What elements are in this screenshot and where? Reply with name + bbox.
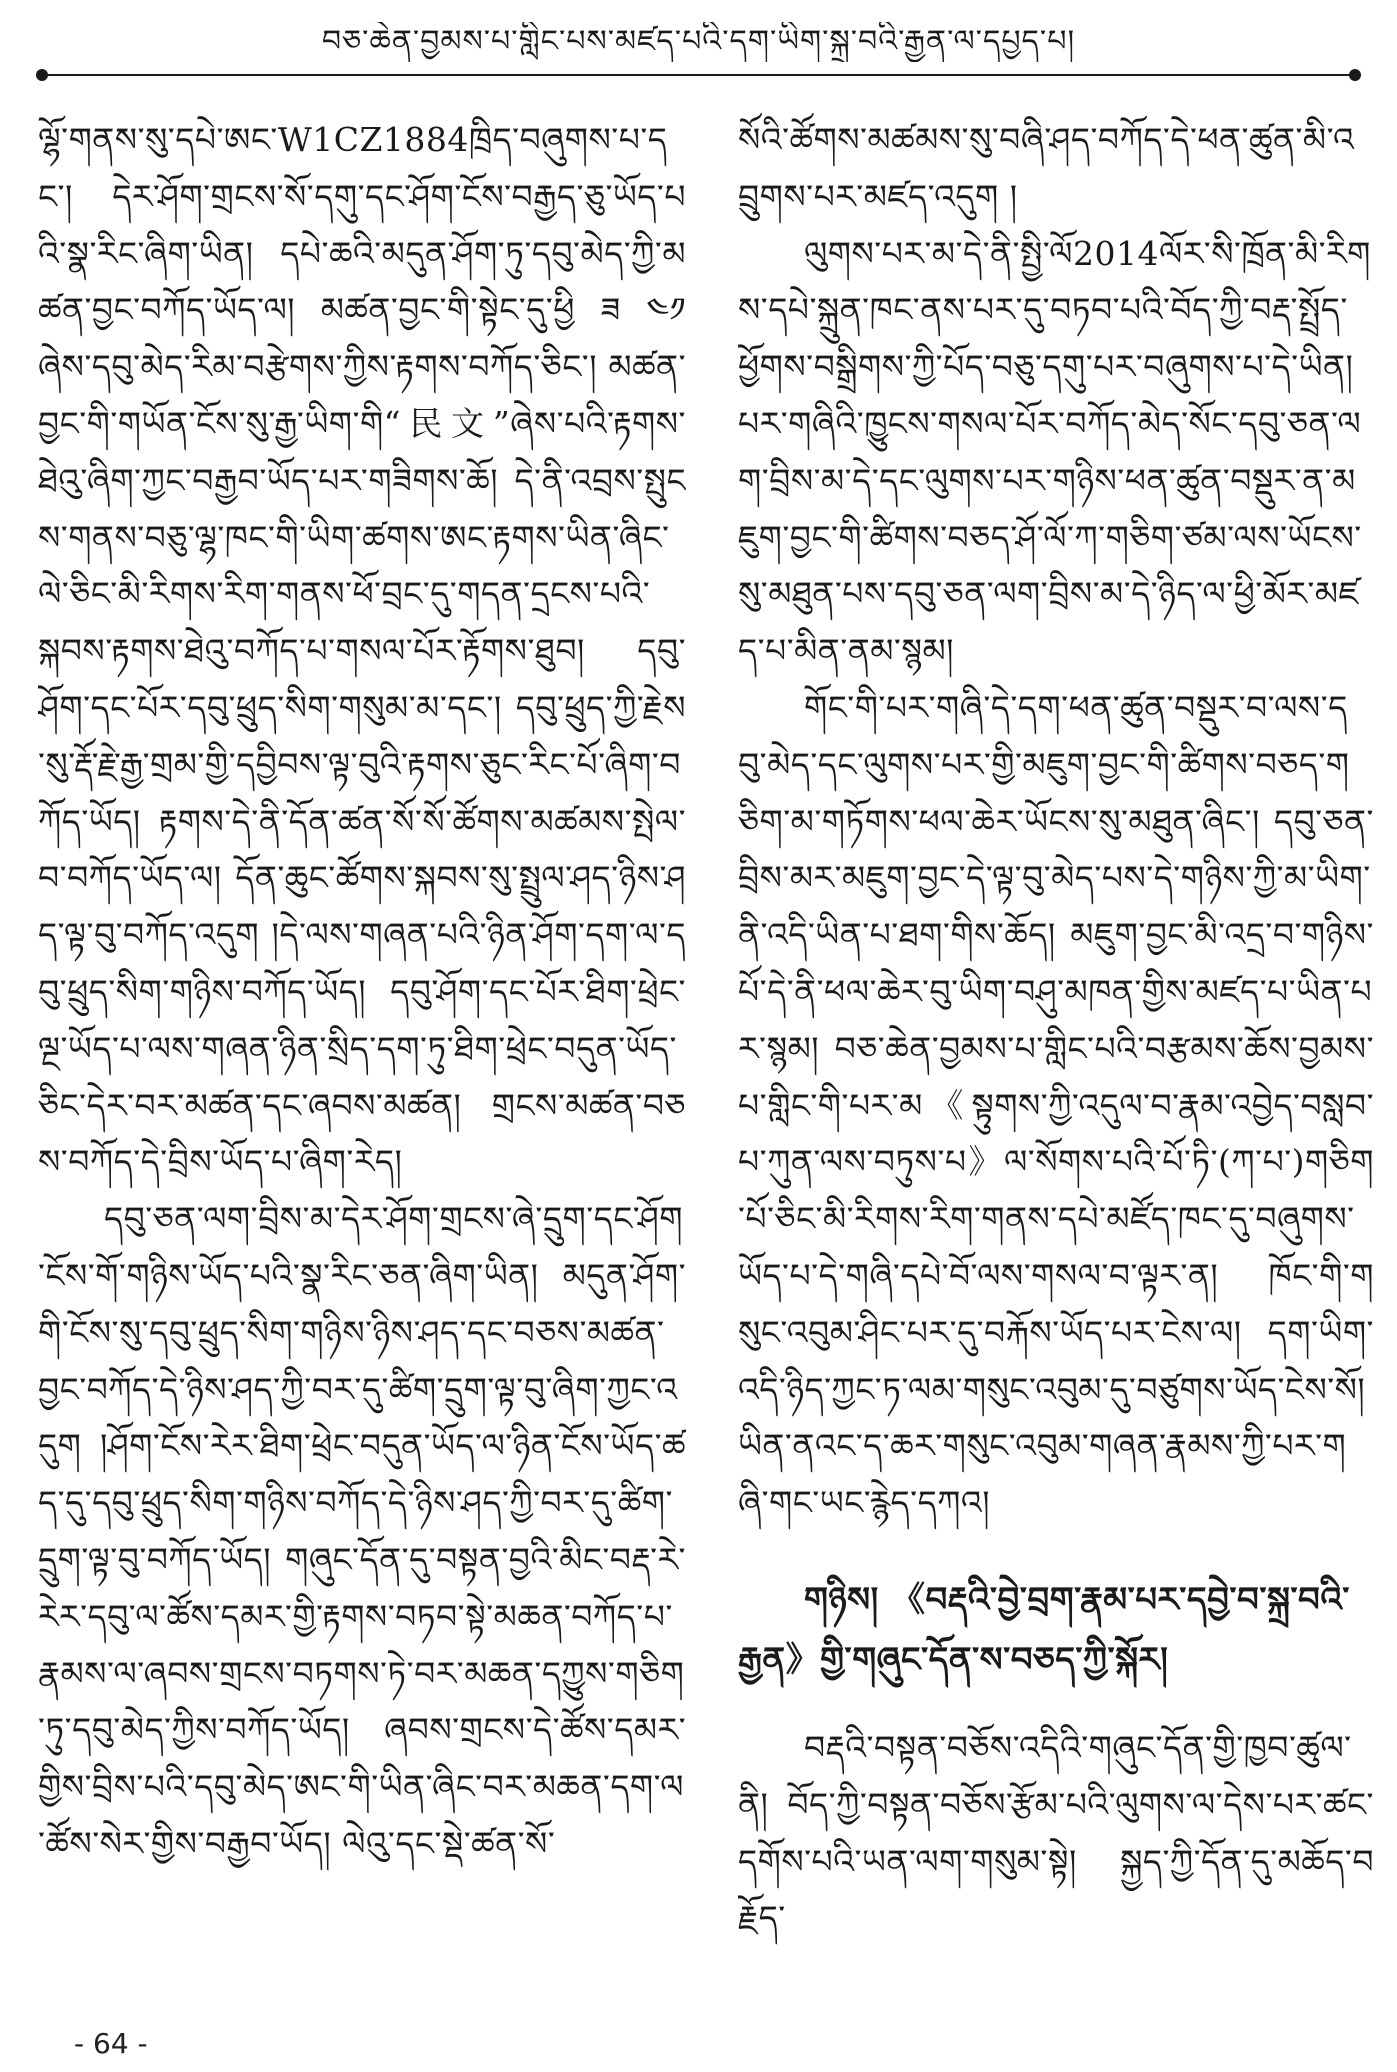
- paragraph: དབུ་ཅན་ལག་བྲིས་མ་དེར་ཤོག་གྲངས་ཞེ་དྲུག་དང་ཤོག་ངོས་གོ་གཉིས་ཡོད་པའི་སྣ་རིང་ཅན་ཞིག་ཡིན། མདུན་ཤོག་གི་ངོས་སུ་དབུ་ཕྲུད་སིག་གཉིས་ཉིས་ཤད་དང་བཅས་མཚན་བྱང་བཀོད་དེ་ཉིས་ཤད་ཀྱི་བར་དུ་ཚིག་དྲུག་ལྟ་བུ་ཞིག་ཀྱང་འདུག །ཤོག་ངོས་རེར་ཐིག་ཕྲེང་བདུན་ཡོད་ལ་ཉིན་ངོས་ཡོད་ཚད་དུ་དབུ་ཕྲུད་སིག་གཉིས་བཀོད་དེ་ཉིས་ཤད་ཀྱི་བར་དུ་ཚིག་དྲུག་ལྟ་བུ་བཀོད་ཡོད། གཞུང་དོན་དུ་བསྟན་བྱའི་མིང་བརྡ་རེ་རེར་དབུ་ལ་ཚོས་དམར་གྱི་རྟགས་བཏབ་སྟེ་མཆན་བཀོད་པ་རྣམས་ལ་ཞབས་གྲངས་བཏགས་ཏེ་བར་མཆན་དཀྱུས་གཅིག་ཏུ་དབུ་མེད་ཀྱིས་བཀོད་ཡོད། ཞབས་གྲངས་དེ་ཚོས་དམར་གྱིས་བྲིས་པའི་དབུ་མེད་ཨང་གི་ཡིན་ཞིང་བར་མཆན་དག་ལ་ཚོས་སེར་གྱིས་བརྒྱབ་ཡོད། ལེའུ་དང་སྡེ་ཚན་སོ་: [38, 1199, 686, 1863]
- running-header-title: བཅ་ཆེན་བྱམས་པ་གླིང་པས་མཛད་པའི་དག་ཡིག་སྐྲ་བའི་རྒྱན་ལ་དཔྱད་པ།: [321, 24, 1076, 59]
- paragraph: ལུགས་པར་མ་དེ་ནི་སྤྱི་ལོ2014ལོར་སི་ཁྲོན་མི་རིགས་དཔེ་སྐྲུན་ཁང་ནས་པར་དུ་བཏབ་པའི་བོད་ཀྱི་བརྡ་སྤྲོད་ཕྱོགས་བསྒྲིགས་ཀྱི་པོད་བཅུ་དགུ་པར་བཞུགས་པ་དེ་ཡིན། པར་གཞིའི་ཁྱུངས་གསལ་པོར་བཀོད་མེད་སོང་དབུ་ཅན་ལག་བྲིས་མ་དེ་དང་ལུགས་པར་གཉིས་ཕན་ཚུན་བསྡུར་ན་མཇུག་བྱང་གི་ཚིགས་བཅད་ཤོ་ལོ་ཀ་གཅིག་ཙམ་ལས་ཡོངས་སུ་མཐུན་པས་དབུ་ཅན་ལག་བྲིས་མ་དེ་ཉིད་ལ་ཕྱི་མོར་མཛད་པ་མིན་ནམ་སྙམ།: [738, 233, 1371, 671]
- header-divider-line: [42, 74, 1355, 76]
- header-divider-right-dot: [1349, 69, 1361, 81]
- header-divider-left-dot: [36, 69, 48, 81]
- paragraph: གོང་གི་པར་གཞི་དེ་དག་ཕན་ཚུན་བསྡུར་བ་ལས་དབུ་མེད་དང་ལུགས་པར་གྱི་མཇུག་བྱང་གི་ཚིགས་བཅད་གཅིག་མ་གཏོགས་ཕལ་ཆེར་ཡོངས་སུ་མཐུན་ཞིང་། དབུ་ཅན་བྲིས་མར་མཇུག་བྱང་དེ་ལྟ་བུ་མེད་པས་དེ་གཉིས་ཀྱི་མ་ཡིག་ནི་འདི་ཡིན་པ་ཐག་གིས་ཆོད། མཇུག་བྱང་མི་འདྲ་བ་གཉིས་པོ་དེ་ནི་ཕལ་ཆེར་བུ་ཡིག་བཤུ་མཁན་གྱིས་མཛད་པ་ཡིན་པར་སྙམ། བཅ་ཆེན་བྱམས་པ་གླིང་པའི་བརྩམས་ཆོས་བྱམས་པ་གླིང་གི་པར་མ《སྟུགས་ཀྱི་འདུལ་བ་རྣམ་འབྱེད་བསླབ་པ་ཀུན་ལས་བཏུས་པ》ལ་སོགས་པའི་པོ་ཏི་(ཀ་པ་)གཅིག་པོ་ཅིང་མི་རིགས་རིག་གནས་དཔེ་མཛོད་ཁང་དུ་བཞུགས་ཡོད་པ་དེ་གཞི་དཔེ་བོ་ལས་གསལ་བ་ལྟར་ན། ཁོང་གི་གསུང་འབུམ་ཤིང་པར་དུ་བརྐོས་ཡོད་པར་ངེས་ལ། དག་ཡིག་འདི་ཉིད་ཀྱང་ཏ་ལམ་གསུང་འབུམ་དུ་བཙུགས་ཡོད་ངེས་སོ། ཡིན་ནའང་ད་ཆར་གསུང་འབུམ་གཞན་རྣམས་ཀྱི་པར་གཞི་གང་ཡང་རྙེད་དཀའ།: [738, 687, 1374, 1523]
- page-number: - 64 -: [74, 2027, 148, 2060]
- paragraph: སོའི་ཚོགས་མཚམས་སུ་བཞི་ཤད་བཀོད་དེ་ཕན་ཚུན་མི་འབྲུགས་པར་མཛད་འདུག །: [738, 120, 1355, 216]
- section-heading: གཉིས། 《བརྡའི་བྱེ་བྲག་རྣམ་པར་དབྱེ་བ་སྐྲ་བའི་རྒྱན》གྱི་གཞུང་དོན་ས་བཅད་ཀྱི་སྐོར།: [738, 1579, 1350, 1680]
- left-text-column: [38, 112, 686, 1972]
- paragraph: བརྡའི་བསྟན་བཅོས་འདིའི་གཞུང་དོན་གྱི་ཁྱབ་ཚུལ་ནི། བོད་ཀྱི་བསྟན་བཅོས་རྩོམ་པའི་ལུགས་ལ་དེས་པར་ཚང་དགོས་པའི་ཡན་ལག་གསུམ་སྟེ། སྐྱད་ཀྱི་དོན་དུ་མཆོད་བརྗོད་: [738, 1727, 1374, 1938]
- right-text-column: [738, 112, 1374, 1972]
- paragraph: ལྷོ་གནས་སུ་དཔེ་ཨང་W1CZ1884ཁྲིད་བཞུགས་པ་དང་། དེར་ཤོག་གྲངས་སོ་དགུ་དང་ཤོག་ངོས་བརྒྱད་ཅུ་ཡོད་པའི་སྣ་རིང་ཞིག་ཡིན། དཔེ་ཆའི་མདུན་ཤོག་ཏུ་དབུ་མེད་ཀྱི་མཚན་བྱང་བཀོད་ཡོད་ལ། མཚན་བྱང་གི་སྟེང་དུ་ཕྱི ཟ ༤༡ཞེས་དབུ་མེད་རིམ་བརྩེགས་ཀྱིས་རྟགས་བཀོད་ཅིང་། མཚན་བྱང་གི་གཡོན་ངོས་སུ་རྒྱ་ཡིག་གི“民文”ཞེས་པའི་རྟགས་ཐེའུ་ཞིག་ཀྱང་བརྒྱབ་ཡོད་པར་གཟིགས་ཆོ། དེ་ནི་འབྲས་སྤུངས་གནས་བཅུ་ལྷ་ཁང་གི་ཡིག་ཚགས་ཨང་རྟགས་ཡིན་ཞིང་ལེ་ཅིང་མི་རིགས་རིག་གནས་ཕོ་བྲང་དུ་གདན་དྲངས་པའི་སྐབས་རྟགས་ཐེའུ་བཀོད་པ་གསལ་པོར་རྟོགས་ཐུབ། དབུ་ཤོག་དང་པོར་དབུ་ཕྲུད་སིག་གསུམ་མ་དང་། དབུ་ཕྲུད་ཀྱི་རྗེས་སུ་རྡོ་རྗེ་རྒྱ་གྲམ་གྱི་དབྱིབས་ལྟ་བུའི་རྟགས་ཅུང་རིང་པོ་ཞིག་བཀོད་ཡོད། རྟགས་དེ་ནི་དོན་ཚན་སོ་སོ་ཚོགས་མཚམས་སྤེལ་བ་བཀོད་ཡོད་ལ། དོན་ཆུང་ཚོགས་སྐབས་སུ་སྤྲུལ་ཤད་ཉིས་ཤད་ལྟ་བུ་བཀོད་འདུག །དེ་ལས་གཞན་པའི་ཉིན་ཤོག་དག་ལ་དབུ་ཕྲུད་སིག་གཉིས་བཀོད་ཡོད། དབུ་ཤོག་དང་པོར་ཐིག་ཕྲེང་ལྔ་ཡོད་པ་ལས་གཞན་ཉིན་སྲིད་དག་ཏུ་ཐིག་ཕྲེང་བདུན་ཡོད་ཅིང་དེར་བར་མཚན་དང་ཞབས་མཚན། གྲངས་མཚན་བཅས་བཀོད་དེ་བྲིས་ཡོད་པ་ཞིག་རེད།: [38, 120, 686, 1182]
- running-header: [36, 22, 1361, 80]
